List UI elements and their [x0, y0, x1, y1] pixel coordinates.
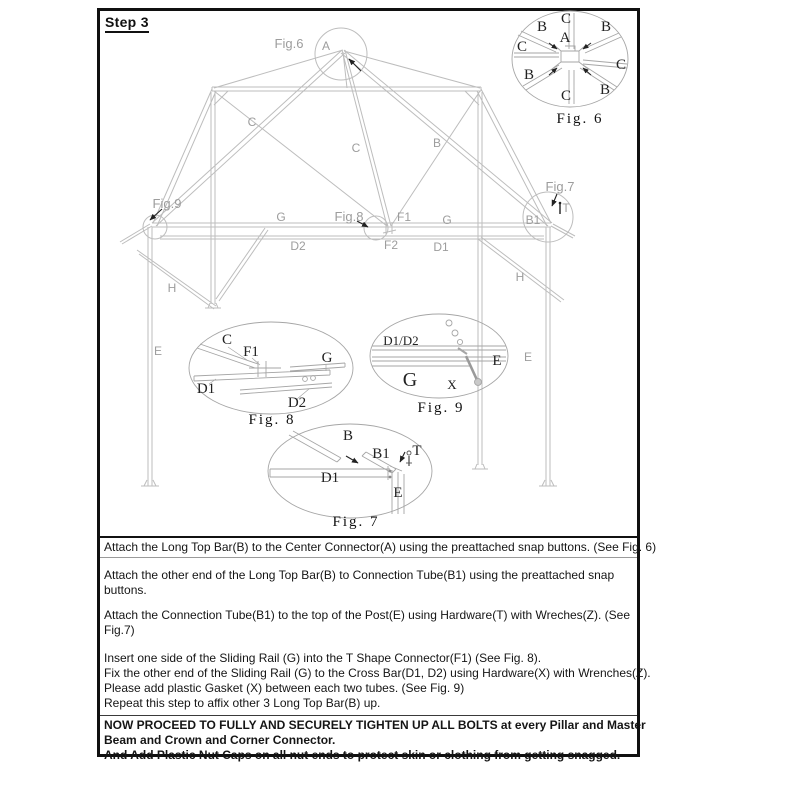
fig6-label-b-ll: B — [523, 67, 535, 83]
fig8-label-d1: D1 — [196, 381, 216, 397]
fig8-detail — [189, 322, 353, 414]
label-a: A — [321, 39, 331, 53]
fig6-label-c-top: C — [560, 11, 572, 27]
label-f1: F1 — [396, 210, 412, 224]
label-e-left: E — [153, 344, 163, 358]
frame-back-rail — [212, 87, 481, 105]
fig6-label-c-right: C — [615, 57, 627, 73]
fig8-snap-button — [311, 376, 316, 381]
fig9-washer — [446, 320, 452, 326]
callout-label-fig9: Fig.9 — [152, 196, 182, 211]
fig8-caption: Fig. 8 — [248, 412, 296, 428]
label-b: B — [432, 136, 442, 150]
fig9-label-g: G — [402, 369, 418, 391]
fig6-label-a: A — [559, 30, 571, 46]
fig7-t-arrow — [400, 452, 405, 462]
fig6-labels — [517, 11, 626, 127]
instruction-line: Attach the Connection Tube(B1) to the top of the Post(E) using Hardware(T) with Wreches(Z). (See — [104, 608, 631, 622]
fig6-label-c-left: C — [516, 39, 528, 55]
fig7-label-b1: B1 — [372, 446, 390, 462]
label-b1: B1 — [525, 213, 541, 227]
fig7-caption: Fig. 7 — [332, 514, 380, 530]
instruction-line: buttons. — [104, 583, 147, 597]
fig7-labels — [321, 428, 422, 530]
fig9-gasket — [458, 348, 467, 354]
fig8-snap-button — [303, 377, 308, 382]
instruction-line-bold: NOW PROCEED TO FULLY AND SECURELY TIGHTEN UP ALL BOLTS at every Pillar and Master — [104, 718, 646, 732]
label-g-left: G — [276, 210, 286, 224]
fig7-b-arrow — [346, 456, 358, 463]
frame-eave-rails — [120, 223, 575, 244]
fig9-washer — [457, 339, 462, 344]
instruction-line: Attach the other end of the Long Top Bar(B) to Connection Tube(B1) using the preattached snap — [104, 568, 615, 582]
instruction-line: Insert one side of the Sliding Rail (G) into the T Shape Connector(F1) (See Fig. 8). — [104, 651, 542, 665]
fig6-arrows — [549, 43, 591, 75]
fig7-bolt-dot — [389, 470, 392, 473]
fig9-label-x: X — [447, 377, 457, 392]
step-title: Step 3 — [105, 14, 149, 33]
row-divider — [100, 557, 637, 558]
apex-arrow — [349, 59, 361, 71]
corner-bolt-head — [559, 202, 562, 205]
fig9-bolt-shaft — [466, 356, 477, 380]
fig7-arrow — [552, 194, 557, 206]
instruction-line: Attach the Long Top Bar(B) to the Center Connector(A) using the preattached snap buttons. (See Fig. 6) — [104, 540, 657, 554]
label-g-right: G — [442, 213, 452, 227]
fig6-label-b-lr: B — [599, 82, 611, 98]
callout-label-fig7: Fig.7 — [545, 179, 575, 194]
fig6-caption: Fig. 6 — [556, 111, 604, 127]
fig9-labels — [383, 333, 501, 416]
fig6-label-b-ul: B — [536, 19, 548, 35]
fig9-caption: Fig. 9 — [417, 400, 465, 416]
instruction-line-bold: And Add Plastic Nut Caps on all nut ends to protect skin or clothing from getting snagged. — [104, 748, 621, 762]
fig8-label-d2: D2 — [287, 395, 307, 411]
callout-label-fig6: Fig.6 — [274, 36, 304, 51]
fig9-label-e: E — [492, 353, 502, 369]
main-diagram-labels — [153, 36, 575, 364]
frame-top-bars — [152, 50, 552, 226]
label-h-right: H — [515, 270, 525, 284]
instruction-line: Fig.7) — [104, 623, 135, 637]
label-c-mid: C — [351, 141, 361, 155]
fig9-detail — [370, 314, 508, 398]
frame-interior-roof-bars — [214, 91, 480, 226]
label-c-left: C — [247, 115, 257, 129]
label-h-left: H — [167, 281, 177, 295]
label-d1: D1 — [433, 240, 449, 254]
instruction-line: Repeat this step to affix other 3 Long Top Bar(B) up. — [104, 696, 381, 710]
instruction-text-block — [100, 536, 657, 762]
fig8-label-f1: F1 — [243, 344, 259, 360]
label-f2: F2 — [383, 238, 399, 252]
fig7-label-t: T — [412, 443, 422, 459]
fig9-label-d1d2: D1/D2 — [383, 333, 419, 348]
instruction-line: Please add plastic Gasket (X) between each two tubes. (See Fig. 9) — [104, 681, 465, 695]
bold-section-divider — [100, 715, 637, 716]
frame-drawing — [120, 28, 575, 486]
label-e-right: E — [523, 350, 533, 364]
fig7-label-e: E — [393, 485, 403, 501]
frame-roof-hips — [153, 89, 551, 226]
label-d2: D2 — [290, 239, 306, 253]
fig7-t-bolt-head — [407, 451, 411, 455]
instruction-line-bold: Beam and Crown and Corner Connector. — [104, 733, 336, 747]
fig9-detail-circle — [370, 314, 508, 398]
label-t: T — [562, 201, 570, 215]
fig6-label-b-ur: B — [600, 19, 612, 35]
frame-posts — [148, 92, 550, 486]
apex-callout-circle — [315, 28, 367, 80]
fig9-washer — [452, 330, 458, 336]
frame-h-braces — [137, 228, 564, 309]
fig6-label-c-bottom: C — [560, 88, 572, 104]
fig8-label-c: C — [221, 332, 233, 348]
instruction-line: Fix the other end of the Sliding Rail (G) to the Cross Bar(D1, D2) using Hardware(X) with Wrenches(Z). — [104, 666, 651, 680]
fig7-bolt-dot — [389, 476, 392, 479]
callout-label-fig8: Fig.8 — [334, 209, 364, 224]
fig9-bolt-head — [475, 379, 482, 386]
fig7-label-d1: D1 — [320, 470, 340, 486]
fig8-label-g: G — [321, 350, 333, 366]
fig9-tubes — [372, 346, 506, 366]
fig7-label-b: B — [342, 428, 354, 444]
